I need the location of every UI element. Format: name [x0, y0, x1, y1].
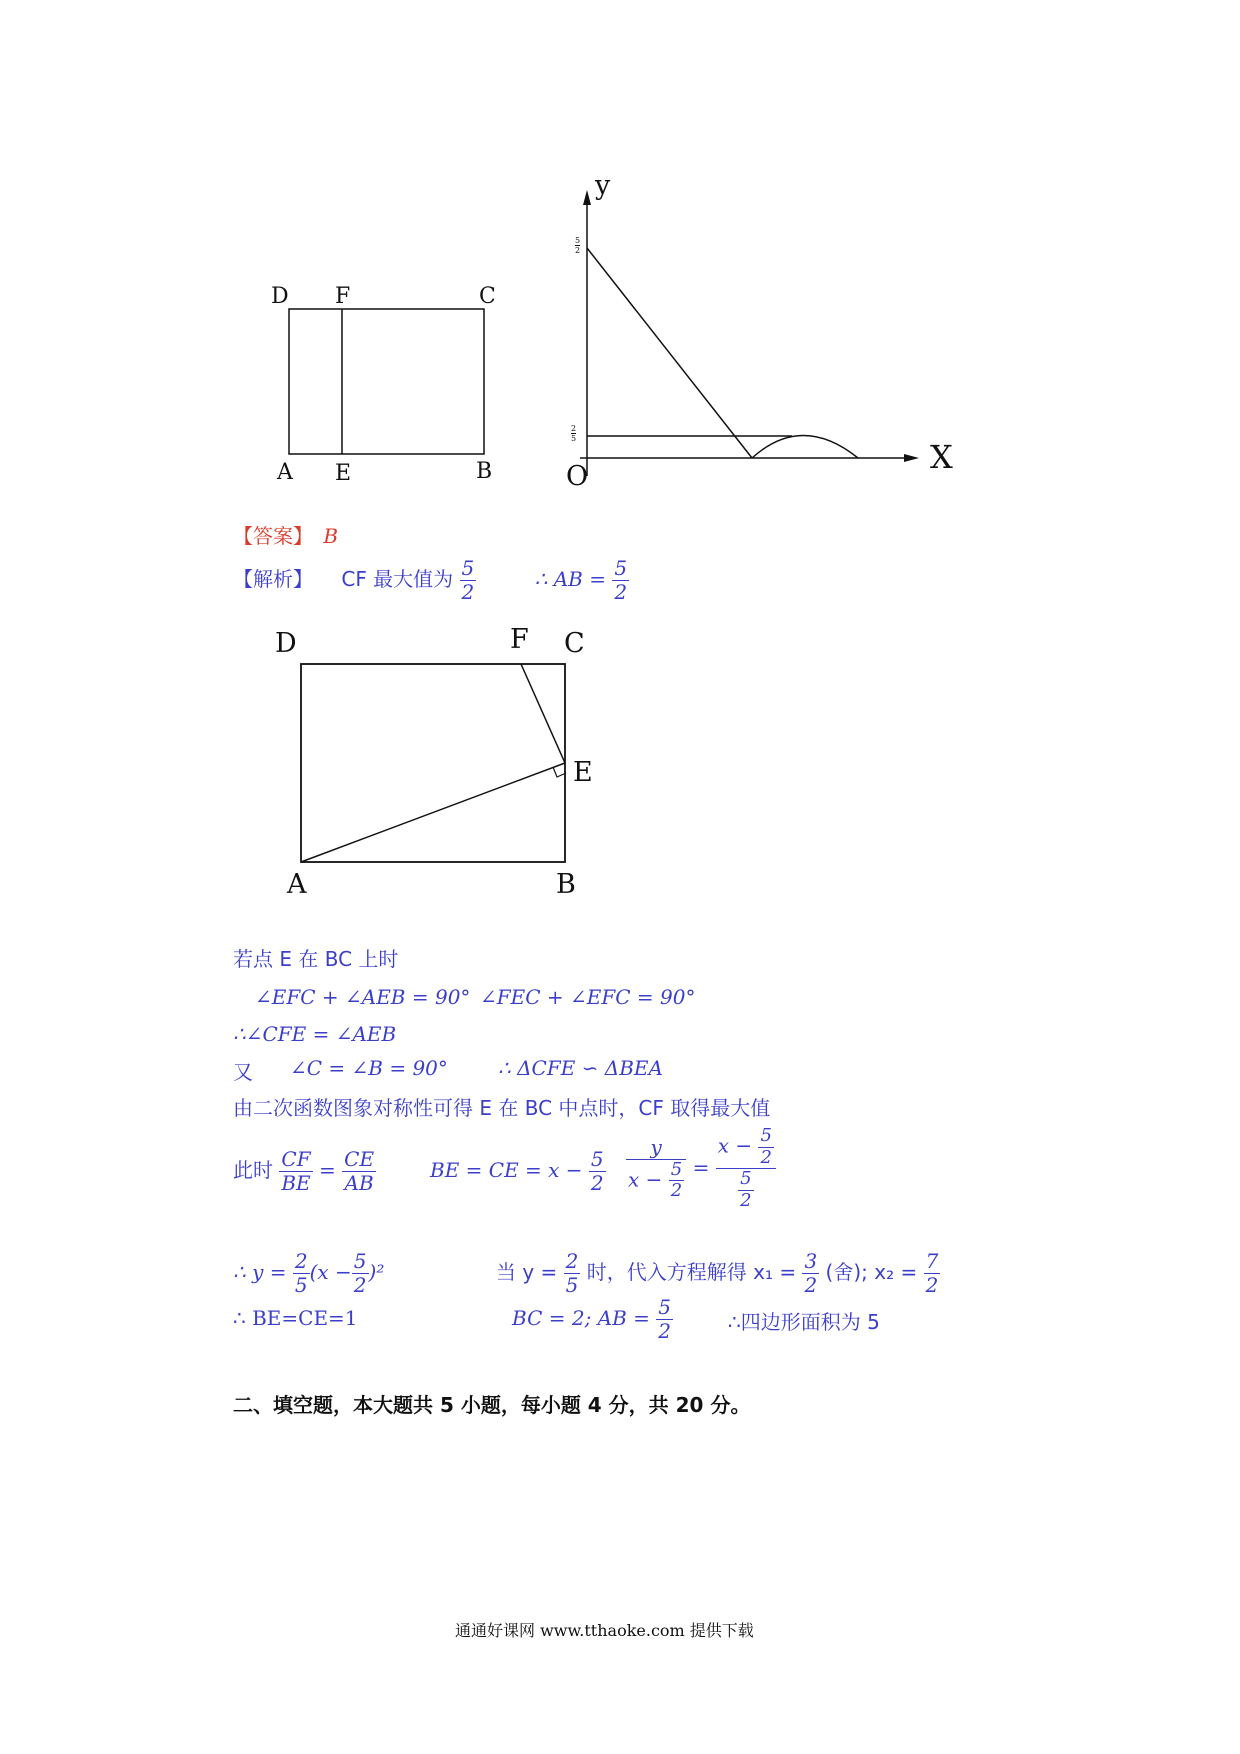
solution-line-4b: ∠C = ∠B = 90° [290, 1056, 448, 1080]
fraction-5-2: $\frac{5}{2}$ [461, 556, 475, 604]
solution-line-4a: 又 [233, 1060, 253, 1084]
label-d: D [271, 284, 289, 309]
label-f: F [335, 284, 351, 309]
analysis-label: 【解析】 [233, 567, 313, 591]
footer-text: 通通好课网 www.tthaoke.com 提供下载 [455, 1621, 754, 1640]
bc-ab-text: BC = 2; AB = [512, 1306, 650, 1330]
fraction-7-2: $\frac{7}{2}$ [925, 1249, 939, 1297]
label-e: E [573, 757, 593, 788]
label-f: F [510, 624, 529, 655]
fraction-2-5: $\frac{2}{5}$ [565, 1249, 579, 1297]
solution-line-3: ∴∠CFE = ∠AEB [233, 1022, 397, 1046]
label-a: A [277, 460, 293, 485]
label-b: B [556, 869, 576, 900]
solution-line-7b [496, 1250, 940, 1297]
y-axis-arrow [583, 190, 591, 205]
fraction-5-2: $\frac{5}{2}$ [353, 1249, 367, 1297]
paren-open-text: (x − [309, 1260, 352, 1284]
solution-line-7a [233, 1250, 384, 1297]
discard-text: (舍); x₂ = [825, 1260, 918, 1284]
solution-line-6c [626, 1126, 776, 1212]
answer-value: B [323, 524, 339, 548]
prefix-text: 此时 [233, 1158, 273, 1182]
solution-line-5: 由二次函数图象对称性可得 E 在 BC 中点时，CF 取得最大值 [233, 1096, 771, 1120]
segment-ae [301, 763, 565, 862]
equals-sign: = [692, 1155, 710, 1180]
answer-label: 【答案】 [233, 524, 313, 548]
solution-line-8b [512, 1296, 673, 1343]
y-axis-label: y [595, 170, 611, 201]
y-tick-5-2: 5 2 [575, 236, 581, 255]
analysis-text-1: CF 最大值为 [341, 567, 454, 591]
be-ce-text: BE = CE = x − [430, 1158, 583, 1182]
solution-line-8a: ∴ BE=CE=1 [233, 1306, 358, 1330]
fraction-y-over-expr: y x − $\frac{5}{2}$ [626, 1136, 686, 1202]
section-heading: 二、填空题，本大题共 5 小题，每小题 4 分，共 20 分。 [233, 1393, 751, 1417]
fraction-3-2: $\frac{3}{2}$ [804, 1249, 818, 1297]
fraction-5-2: $\frac{5}{2}$ [590, 1147, 604, 1195]
rect-abcd [289, 309, 484, 454]
analysis-text-2: ∴ AB = [534, 567, 606, 591]
solution-line-2b: ∠FEC + ∠EFC = 90° [480, 985, 696, 1009]
right-angle-mark [553, 767, 566, 777]
solution-line-8c: ∴四边形面积为 5 [728, 1310, 880, 1334]
fraction-expr-over-5-2: x − $\frac{5}{2}$ $\frac{5}{2}$ [716, 1126, 776, 1212]
descending-line [587, 248, 752, 458]
answer-line [233, 520, 338, 549]
label-b: B [476, 459, 493, 484]
solution-line-1: 若点 E 在 BC 上时 [233, 947, 399, 971]
segment-fe [521, 664, 565, 763]
origin-label: O [566, 461, 589, 492]
label-c: C [564, 628, 585, 659]
label-e: E [335, 461, 352, 486]
label-c: C [479, 284, 496, 309]
equals-sign: = [319, 1158, 336, 1182]
solution-line-2a: ∠EFC + ∠AEB = 90° [255, 985, 471, 1009]
when-y-text: 当 y = [496, 1260, 558, 1284]
analysis-line [233, 557, 629, 604]
x-axis-arrow [904, 454, 919, 462]
paren-close-square: )² [368, 1260, 385, 1284]
fraction-cf-be: $\frac{CF}{BE}$ [281, 1147, 311, 1195]
y-equals-text: ∴ y = [233, 1260, 287, 1284]
fraction-ce-ab: $\frac{CE}{AB}$ [344, 1147, 375, 1195]
solution-line-6a [233, 1148, 376, 1195]
fraction-2-5: $\frac{2}{5}$ [294, 1249, 308, 1297]
label-a: A [287, 869, 307, 900]
solution-line-6b [430, 1148, 606, 1195]
fraction-5-2: $\frac{5}{2}$ [658, 1295, 672, 1343]
label-d: D [275, 628, 297, 659]
y-tick-2-5: 2 5 [571, 424, 577, 443]
x-axis-label: X [930, 438, 953, 476]
substitute-text: 时，代入方程解得 x₁ = [586, 1260, 797, 1284]
fraction-5-2: $\frac{5}{2}$ [614, 556, 628, 604]
parabola-arc [752, 436, 858, 459]
rect-abcd-2 [301, 664, 565, 862]
solution-line-4c: ∴ ΔCFE ∽ ΔBEA [498, 1056, 663, 1080]
